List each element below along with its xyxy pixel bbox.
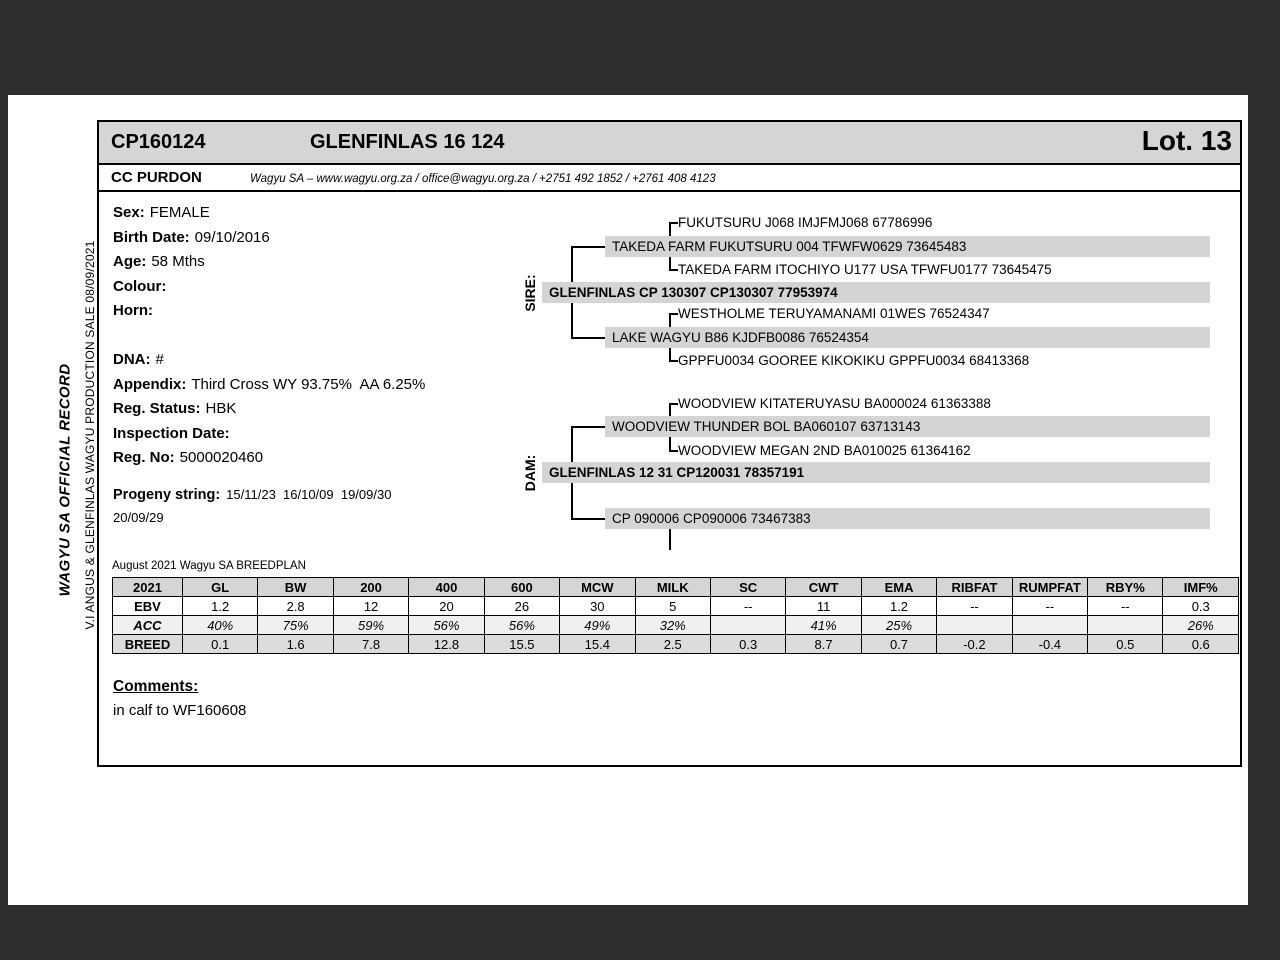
breedplan-breed-row (113, 635, 1239, 654)
detail-value: HBK (205, 400, 237, 417)
bp-cell: -- (1012, 597, 1087, 616)
detail-label: Horn: (113, 302, 153, 319)
dam-label: DAM: (522, 454, 538, 492)
pedigree-line (571, 337, 605, 339)
breedplan-header-row (113, 578, 1239, 597)
comments-section (113, 678, 246, 719)
detail-row-horn (113, 299, 533, 324)
document-page (8, 95, 1248, 905)
bp-row-label: ACC (113, 616, 183, 635)
pedigree-sire-dam-dam: GPPFU0034 GOOREE KIKOKIKU GPPFU0034 68413368 (678, 353, 1030, 368)
detail-row-birth-date (113, 226, 533, 251)
margin-official-record-text: WAGYU SA OFFICIAL RECORD (56, 363, 74, 597)
pedigree-dam-sire-dam: WOODVIEW MEGAN 2ND BA010025 61364162 (678, 443, 971, 458)
pedigree-sire-dam-sire: WESTHOLME TERUYAMANAMI 01WES 76524347 (678, 306, 990, 321)
progeny-line-1 (113, 486, 391, 504)
bp-header-cell: EMA (861, 578, 936, 597)
detail-label: Sex: (113, 204, 145, 221)
bp-header-cell: 2021 (113, 578, 183, 597)
bp-cell: 32% (635, 616, 710, 635)
bp-header-cell: IMF% (1163, 578, 1239, 597)
bp-cell: 0.6 (1163, 635, 1239, 654)
detail-value: FEMALE (149, 204, 210, 221)
breedplan-acc-row (113, 616, 1239, 635)
bp-cell: -0.2 (937, 635, 1012, 654)
pedigree-dam: GLENFINLAS 12 31 CP120031 78357191 (542, 462, 1210, 483)
pedigree-line (669, 269, 678, 271)
bp-cell (710, 616, 785, 635)
margin-sale-text: V.I ANGUS & GLENFINLAS WAGYU PRODUCTION SALE 08/09/2021 (83, 240, 97, 630)
pedigree-line (669, 450, 678, 452)
bp-cell: 59% (333, 616, 408, 635)
detail-row-colour (113, 275, 533, 300)
comments-text: in calf to WF160608 (113, 702, 247, 719)
owner-row (99, 165, 1240, 192)
comments-label: Comments: (113, 678, 199, 695)
society-contact-line: Wagyu SA – www.wagyu.org.za / office@wagyu.org.za / +2751 492 1852 / +2761 408 4123 (250, 173, 716, 185)
animal-name: GLENFINLAS 16 124 (310, 131, 505, 153)
bp-cell (937, 616, 1012, 635)
detail-label: DNA: (113, 351, 151, 368)
pedigree-line (571, 246, 605, 248)
bp-cell: 0.7 (861, 635, 936, 654)
detail-row-sex (113, 201, 533, 226)
bp-cell: 12.8 (409, 635, 484, 654)
bp-cell: 11 (786, 597, 861, 616)
detail-label: Colour: (113, 277, 167, 295)
bp-cell: 75% (258, 616, 333, 635)
pedigree-sire-sire-dam: TAKEDA FARM ITOCHIYO U177 USA TFWFU0177 73645475 (678, 262, 1052, 277)
registration-id: CP160124 (111, 131, 206, 153)
bp-header-cell: 400 (409, 578, 484, 597)
pedigree-sire-dam: LAKE WAGYU B86 KJDFB0086 76524354 (605, 327, 1210, 348)
bp-header-cell: RIBFAT (937, 578, 1012, 597)
breedplan-table (112, 577, 1239, 654)
lot-number: Lot. 13 (1141, 125, 1232, 156)
bp-cell: -0.4 (1012, 635, 1087, 654)
pedigree-line (669, 403, 678, 405)
bp-header-cell: CWT (786, 578, 861, 597)
bp-row-label: BREED (113, 635, 183, 654)
progeny-label: Progeny string: (113, 487, 221, 503)
bp-cell (1088, 616, 1163, 635)
bp-header-cell: GL (183, 578, 258, 597)
detail-label: Birth Date: (113, 228, 190, 246)
bp-header-cell: MCW (560, 578, 635, 597)
pedigree-line (669, 222, 678, 224)
bp-header-cell: MILK (635, 578, 710, 597)
bp-header-cell: 200 (333, 578, 408, 597)
pedigree-sire-sire-sire: FUKUTSURU J068 IMJFMJ068 67786996 (678, 215, 933, 230)
detail-row-appendix (113, 373, 543, 398)
bp-cell: 30 (560, 597, 635, 616)
bp-header-cell: 600 (484, 578, 559, 597)
bp-cell: -- (710, 597, 785, 616)
bp-cell: 15.5 (484, 635, 559, 654)
pedigree-dam-dam: CP 090006 CP090006 73467383 (605, 508, 1210, 529)
bp-cell: 20 (409, 597, 484, 616)
bp-cell: 5 (635, 597, 710, 616)
bp-cell: -- (937, 597, 1012, 616)
bp-header-cell: RBY% (1088, 578, 1163, 597)
breedplan-title: August 2021 Wagyu SA BREEDPLAN (112, 560, 306, 572)
detail-label: Inspection Date: (113, 424, 230, 442)
bp-cell: 40% (183, 616, 258, 635)
bp-cell: 26% (1163, 616, 1239, 635)
bp-cell: 12 (333, 597, 408, 616)
bp-cell: 49% (560, 616, 635, 635)
bp-header-cell: BW (258, 578, 333, 597)
detail-row-age (113, 250, 533, 275)
pedigree-sire-sire: TAKEDA FARM FUKUTSURU 004 TFWFW0629 73645483 (605, 236, 1210, 257)
record-frame (97, 120, 1242, 767)
bp-row-label: EBV (113, 597, 183, 616)
bp-cell: 8.7 (786, 635, 861, 654)
bp-cell: 1.2 (861, 597, 936, 616)
record-header (99, 122, 1240, 165)
bp-cell: 41% (786, 616, 861, 635)
pedigree-line (669, 313, 678, 315)
detail-label: Reg. No: (113, 449, 175, 466)
pedigree-line (571, 426, 605, 428)
animal-details-block-2 (113, 348, 543, 471)
bp-cell: 1.6 (258, 635, 333, 654)
pedigree-line (571, 518, 605, 520)
pedigree-line (669, 360, 678, 362)
progeny-string (113, 486, 391, 525)
detail-row-inspection-date (113, 422, 543, 447)
bp-cell: 0.3 (1163, 597, 1239, 616)
detail-value: 58 Mths (151, 253, 205, 270)
bp-cell: 26 (484, 597, 559, 616)
bp-cell: 1.2 (183, 597, 258, 616)
progeny-line-2: 20/09/29 (113, 510, 164, 525)
detail-row-reg-no (113, 446, 543, 471)
owner-name: CC PURDON (111, 169, 202, 186)
bp-cell: 0.1 (183, 635, 258, 654)
bp-header-cell: RUMPFAT (1012, 578, 1087, 597)
bp-cell: 2.8 (258, 597, 333, 616)
bp-cell: 56% (484, 616, 559, 635)
detail-value: 5000020460 (179, 449, 264, 466)
bp-cell: 56% (409, 616, 484, 635)
detail-row-dna (113, 348, 543, 373)
sire-label: SIRE: (522, 274, 538, 312)
detail-label: Appendix: (113, 375, 187, 393)
pedigree-sire: GLENFINLAS CP 130307 CP130307 77953974 (542, 282, 1210, 303)
breedplan-ebv-row (113, 597, 1239, 616)
bp-cell: 15.4 (560, 635, 635, 654)
bp-header-cell: SC (710, 578, 785, 597)
animal-details-block-1 (113, 201, 533, 324)
bp-cell: -- (1088, 597, 1163, 616)
bp-cell: 0.3 (710, 635, 785, 654)
progeny-values: 15/11/23 16/10/09 19/09/30 (226, 487, 392, 502)
detail-value: 09/10/2016 (194, 228, 270, 246)
bp-cell: 0.5 (1088, 635, 1163, 654)
pedigree-dam-sire-sire: WOODVIEW KITATERUYASU BA000024 61363388 (678, 396, 991, 411)
bp-cell: 7.8 (333, 635, 408, 654)
bp-cell: 2.5 (635, 635, 710, 654)
detail-label: Reg. Status: (113, 400, 201, 417)
bp-cell (1012, 616, 1087, 635)
pedigree-dam-sire: WOODVIEW THUNDER BOL BA060107 63713143 (605, 416, 1210, 437)
detail-label: Age: (113, 253, 147, 270)
bp-cell: 25% (861, 616, 936, 635)
detail-value: # (155, 351, 164, 368)
detail-row-reg-status (113, 397, 543, 422)
detail-value: Third Cross WY 93.75% AA 6.25% (191, 375, 426, 393)
